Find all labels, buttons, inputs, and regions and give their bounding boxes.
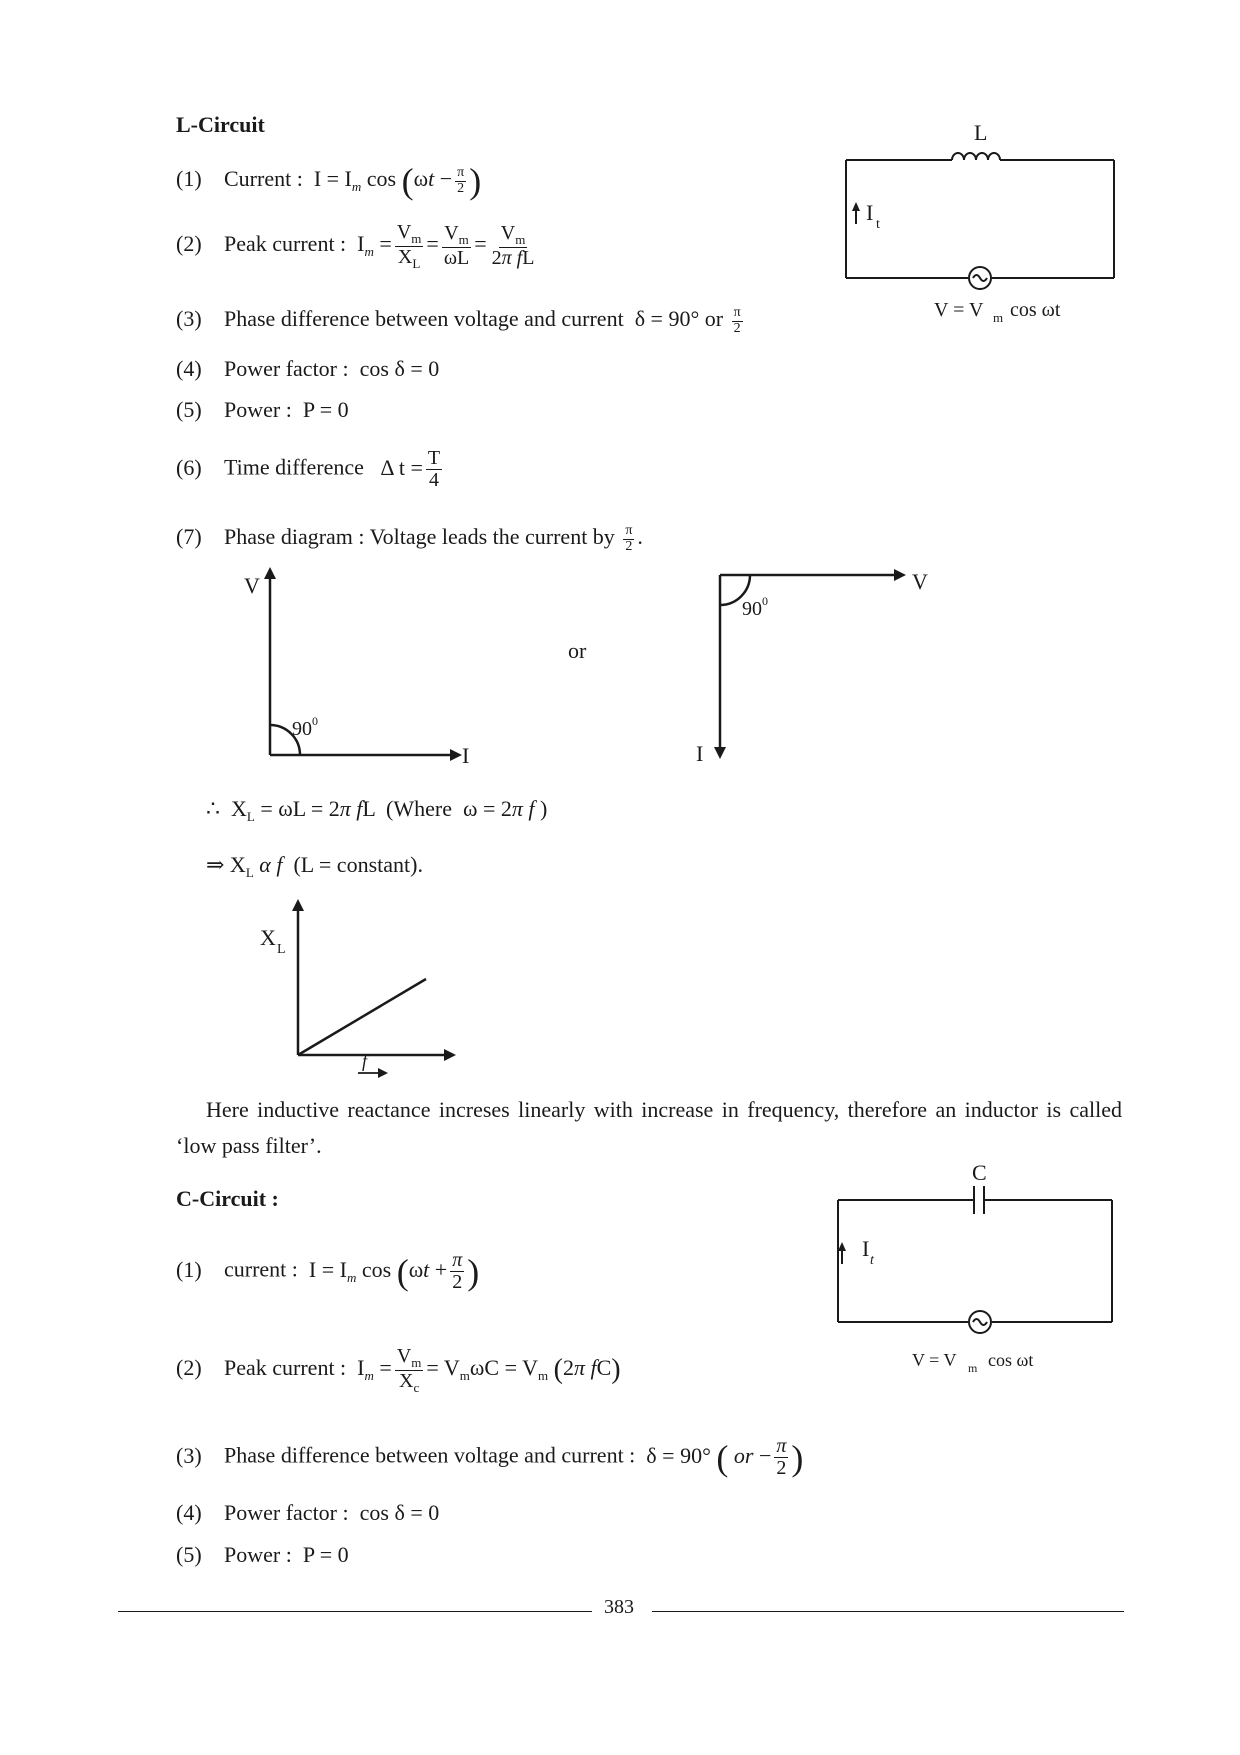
l-item-time-diff: (6) Time difference Δ t = $\frac{T}{4}$	[176, 448, 445, 491]
phasor-diagram-right	[680, 565, 940, 765]
c-item-power-factor: (4) Power factor : cos δ = 0	[176, 1500, 440, 1525]
l-time-formula: Δ t = $\frac{T}{4}$	[369, 447, 441, 491]
proportional-formula: ⇒ $X_L$ α f (L = constant).	[206, 852, 423, 880]
footer-rule-right	[652, 1611, 1124, 1612]
c-item-peak-current: (2) Peak current : $I_m$ = $\frac{V_m}{X_c}$ = $V_m\omega C = V_m$ (2π fC)	[176, 1345, 621, 1395]
svg-text:cos ωt: cos ωt	[988, 1350, 1034, 1370]
phasor1-current-label: I	[462, 743, 470, 768]
graph-x-label: f	[362, 1051, 368, 1071]
c-circuit-current-label: I	[862, 1236, 870, 1261]
c-current-formula: $I = I_m$ cos (ωt + $\frac{\pi}{2}$ )	[303, 1249, 480, 1293]
c-phase-formula: δ = 90° ( or − $\frac{\pi}{2}$ )	[640, 1435, 804, 1479]
l-item-phase-diagram: (7) Phase diagram : Voltage leads the current by $\frac{\pi}{2}$ .	[176, 523, 643, 554]
l-item-phase-diff: (3) Phase difference between voltage and current δ = 90° or $\frac{\pi}{2}$	[176, 306, 746, 336]
l-circuit-current-label: I	[866, 200, 874, 225]
capacitor-label: C	[972, 1160, 987, 1185]
or-label: or	[568, 638, 587, 663]
phasor1-voltage-label: V	[244, 573, 260, 598]
reactance-frequency-graph	[250, 895, 490, 1095]
svg-text:m: m	[993, 310, 1004, 325]
l-peak-formula: $I_m$ = $\frac{V_m}{X_L}$ = $\frac{V_m}{\omega L}$ = $\frac{V_m}{\text{2π fL}}$	[351, 221, 535, 271]
phasor2-voltage-label: V	[912, 569, 928, 594]
low-pass-paragraph: Here inductive reactance increses linearly with increase in frequency, therefore an inductor is called ‘low pass filter’.	[176, 1097, 1122, 1158]
phasor1-angle: 90	[292, 718, 312, 740]
l-circuit-diagram	[840, 120, 1140, 325]
reactance-formula: ∴ $X_L = \omega L = 2\pi$ fL (Where ω = 2π f )	[206, 796, 548, 824]
svg-text:t: t	[870, 1253, 874, 1268]
c-item-power: (5) Power : P = 0	[176, 1542, 349, 1567]
l-circuit-heading: L-Circuit	[176, 112, 265, 137]
c-item-current: (1) current : $I = I_m$ cos (ωt + $\frac{\pi}{2}$ )	[176, 1249, 480, 1293]
svg-text:m: m	[968, 1361, 978, 1375]
footer-rule-left	[118, 1611, 592, 1612]
phasor2-current-label: I	[696, 741, 704, 766]
svg-text:0: 0	[762, 594, 768, 608]
c-source-label: V = V	[912, 1350, 957, 1370]
phasor2-angle: 90	[742, 598, 762, 620]
l-item-current: (1) Current : $I = I_m$ cos (ωt − $\frac{\pi}{2}$ )	[176, 161, 482, 201]
svg-text:cos ωt: cos ωt	[1010, 299, 1061, 321]
c-circuit-diagram	[832, 1160, 1132, 1375]
c-peak-formula: $I_m$ = $\frac{V_m}{X_c}$ = $V_m\omega C = V_m$ (2π fC)	[351, 1345, 621, 1395]
svg-text:0: 0	[312, 714, 318, 728]
l-item-peak-current: (2) Peak current : $I_m$ = $\frac{V_m}{X_L}$ = $\frac{V_m}{\omega L}$ = $\frac{V_m}{\text{2π fL}}$	[176, 222, 539, 270]
l-source-label: V = V	[934, 299, 984, 321]
l-phase-formula: δ = 90° or $\frac{\pi}{2}$	[629, 305, 741, 336]
graph-y-label: X	[260, 925, 276, 950]
l-item-power: (5) Power : P = 0	[176, 397, 349, 422]
phasor-diagram-left	[230, 565, 470, 768]
c-item-phase-diff: (3) Phase difference between voltage and current : δ = 90° ( or − $\frac{\pi}{2}$ )	[176, 1435, 804, 1479]
l-item-power-factor: (4) Power factor : cos δ = 0	[176, 356, 440, 381]
l-current-formula: $I = I_m$ cos (ωt − $\frac{\pi}{2}$ )	[308, 161, 482, 201]
inductor-label: L	[974, 120, 988, 145]
svg-text:t: t	[876, 217, 880, 232]
c-circuit-heading: C-Circuit :	[176, 1186, 279, 1211]
svg-text:L: L	[277, 942, 286, 957]
page-number: 383	[604, 1596, 634, 1618]
